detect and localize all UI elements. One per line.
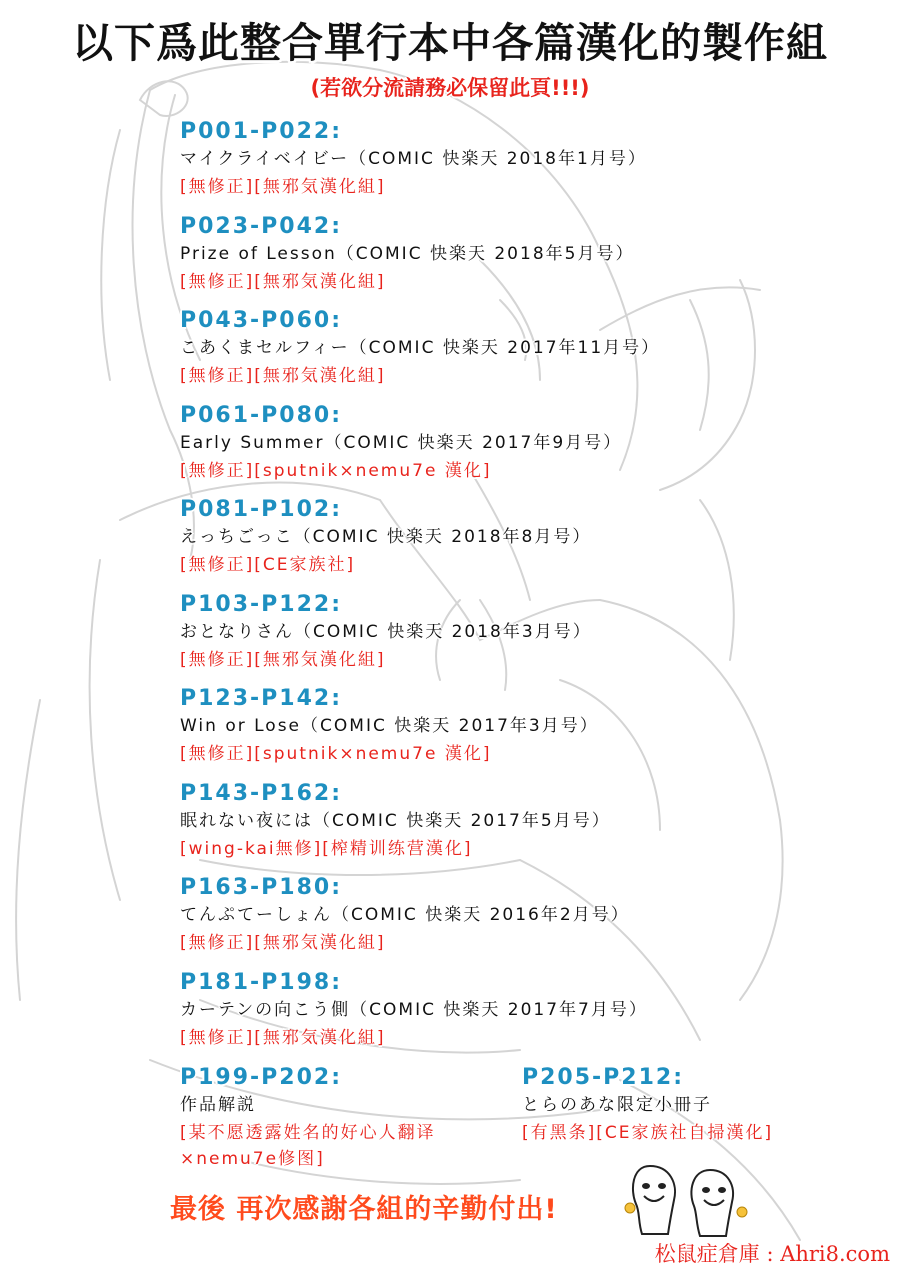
- credit-entry: [180, 591, 820, 671]
- group-credit: [無修正][無邪気漢化組]: [180, 650, 386, 670]
- page-range: P181-P198:: [180, 970, 343, 995]
- work-title: とらのあな限定小冊子: [522, 1095, 712, 1115]
- page-range: P143-P162:: [180, 781, 343, 806]
- work-title: 作品解説: [180, 1095, 256, 1115]
- work-title: Early Summer（COMIC 快楽天 2017年9月号）: [180, 433, 623, 453]
- mascot-illustration: [622, 1160, 752, 1240]
- work-title: Prize of Lesson（COMIC 快楽天 2018年5月号）: [180, 244, 635, 264]
- credit-entry: [180, 402, 820, 482]
- credit-entry: [180, 307, 820, 387]
- site-watermark: 松鼠症倉庫 : Ahri8.com: [654, 1242, 890, 1266]
- credit-entry: [180, 969, 820, 1049]
- group-credit: [無修正][sputnik×nemu7e 漢化]: [180, 461, 492, 481]
- page-range: P023-P042:: [180, 214, 343, 239]
- page-range: P061-P080:: [180, 403, 343, 428]
- group-credit: [無修正][無邪気漢化組]: [180, 177, 386, 197]
- group-credit: [無修正][無邪気漢化組]: [180, 272, 386, 292]
- credit-entry: [180, 496, 820, 576]
- page-range: P123-P142:: [180, 686, 343, 711]
- work-title: 眠れない夜には（COMIC 快楽天 2017年5月号）: [180, 811, 611, 831]
- credit-entry: [180, 780, 820, 860]
- credit-entry: [180, 118, 820, 198]
- group-credit: [無修正][無邪気漢化組]: [180, 1028, 386, 1048]
- thanks-message: 最後 再次感謝各組的辛勤付出!: [170, 1194, 558, 1225]
- group-credit: [無修正][無邪気漢化組]: [180, 366, 386, 386]
- work-title: カーテンの向こう側（COMIC 快楽天 2017年7月号）: [180, 1000, 648, 1020]
- group-credit: [無修正][CE家族社]: [180, 555, 356, 575]
- page-range: P043-P060:: [180, 308, 343, 333]
- page-title: 以下爲此整合單行本中各篇漢化的製作組: [72, 19, 828, 67]
- work-title: えっちごっこ（COMIC 快楽天 2018年8月号）: [180, 527, 592, 547]
- credit-entry: [180, 874, 820, 954]
- group-credit: [無修正][sputnik×nemu7e 漢化]: [180, 744, 492, 764]
- work-title: おとなりさん（COMIC 快楽天 2018年3月号）: [180, 622, 592, 642]
- work-title: こあくまセルフィー（COMIC 快楽天 2017年11月号）: [180, 338, 661, 358]
- page-range: P199-P202:: [180, 1065, 343, 1090]
- group-credit: [某不愿透露姓名的好心人翻译: [180, 1123, 436, 1143]
- page-range: P001-P022:: [180, 119, 343, 144]
- work-title: マイクライベイビー（COMIC 快楽天 2018年1月号）: [180, 149, 647, 169]
- work-title: てんぷてーしょん（COMIC 快楽天 2016年2月号）: [180, 905, 630, 925]
- credit-entry: [180, 685, 820, 765]
- credit-entry-booklet: [522, 1064, 852, 1144]
- page-range: P081-P102:: [180, 497, 343, 522]
- group-credit: [有黑条][CE家族社自掃漢化]: [522, 1123, 774, 1143]
- credit-entry: [180, 213, 820, 293]
- page-range: P205-P212:: [522, 1065, 685, 1090]
- group-credit: [無修正][無邪気漢化組]: [180, 933, 386, 953]
- page-range: P103-P122:: [180, 592, 343, 617]
- work-title: Win or Lose（COMIC 快楽天 2017年3月号）: [180, 716, 599, 736]
- group-credit-continued: ×nemu7e修图]: [180, 1149, 325, 1169]
- page-range: P163-P180:: [180, 875, 343, 900]
- credit-entry-commentary: [180, 1064, 510, 1170]
- group-credit: [wing-kai無修][榨精训练营漢化]: [180, 839, 473, 859]
- page-subtitle: (若欲分流請務必保留此頁!!!): [310, 76, 590, 100]
